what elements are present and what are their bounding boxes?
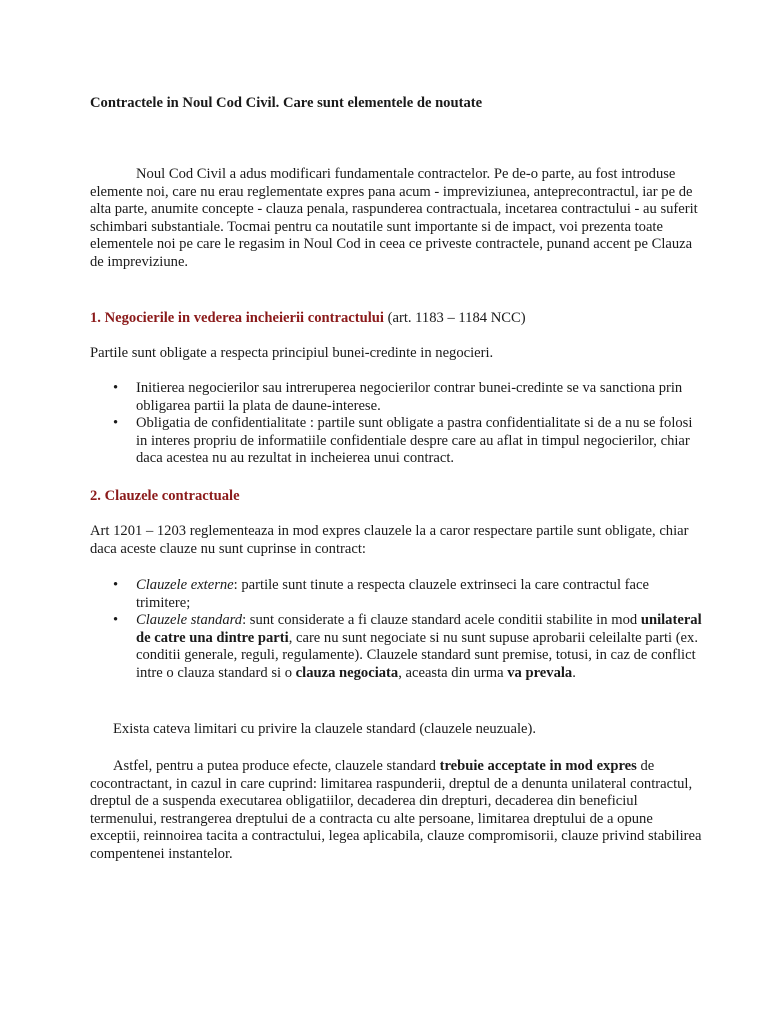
list-item xyxy=(90,415,706,468)
section2-paragraph: Art 1201 – 1203 reglementeaza in mod expres clauzele la a caror respectare partile sunt obligate, chiar daca aceste clauze nu sunt cuprinse in contract: xyxy=(90,523,689,557)
bullet-icon: • xyxy=(113,577,119,593)
list-item xyxy=(90,577,706,612)
document-title: Contractele in Noul Cod Civil. Care sunt elementele de noutate xyxy=(90,95,483,111)
section2-title: 2. Clauzele contractuale xyxy=(90,488,240,504)
paragraph-text: Astfel, pentru a putea produce efecte, clauzele standard xyxy=(113,758,440,774)
bullet-text: : partile sunt tinute a respecta clauzele extrinseci la care contractul face trimitere; xyxy=(136,577,649,611)
bullet-text: Obligatia de confidentialitate : partile sunt obligate a pastra confidentialitate si de a nu se folosi in interes propriu de informatiile confidentiale despre care au aflat in timpul negocierilor, chiar daca acestea nu au rezultat in incheierea unui contract. xyxy=(136,415,693,467)
bullet-text: : sunt considerate a fi clauze standard acele conditii stabilite in mod xyxy=(242,612,641,629)
bullet-bold-text: unilateral de catre una dintre parti xyxy=(136,612,702,646)
list-item xyxy=(90,612,706,682)
section1-title: 1. Negocierile in vederea incheierii contractului xyxy=(90,310,384,326)
paragraph-bold-text: trebuie acceptate in mod expres xyxy=(439,758,637,774)
bullet-text: Initierea negocierilor sau intreruperea negocierilor contrar bunei-credinte se va sanctiona prin obligarea partii la plata de daune-interese. xyxy=(136,380,683,414)
bullet-text: , care nu sunt negociate si nu sunt supuse aprobarii celeilalte parti (ex. conditii generale, reguli, regulamente). Clauzele standard sunt premise, totusi, in caz de conflict intre o clauza standard si o xyxy=(136,629,698,681)
section1-paragraph: Partile sunt obligate a respecta principiul bunei-credinte in negocieri. xyxy=(90,345,494,361)
section1-heading xyxy=(90,310,526,328)
section2-heading xyxy=(90,488,240,506)
bullet-term: Clauzele standard xyxy=(136,612,243,629)
bullet-term: Clauzele externe xyxy=(136,577,234,593)
bullet-icon: • xyxy=(113,612,119,629)
section2-bullet-list xyxy=(90,577,706,683)
bullet-icon: • xyxy=(113,380,119,396)
bullet-bold-text: clauza negociata xyxy=(295,664,399,681)
section2-paragraph-effects xyxy=(90,758,706,864)
list-item xyxy=(90,380,706,415)
bullet-icon: • xyxy=(113,415,119,432)
section1-article-ref: (art. 1183 – 1184 NCC) xyxy=(383,310,526,326)
intro-paragraph: Noul Cod Civil a adus modificari fundamentale contractelor. Pe de-o parte, au fost introduse elemente noi, care nu erau reglementate expres pana acum - impreviziunea, anteprecontractul, iar pe de alta parte, anumite concepte - clauza penala, raspunderea contractuala, incetarea contractului - au suferit schimbari substantiale. Tocmai pentru ca noutatile sunt importante si de impact, voi prezenta toate elementele noi pe care le regasim in Noul Cod in ceea ce priveste contractele, punand accent pe Clauza de impreviziune. xyxy=(90,166,698,270)
section1-bullet-list xyxy=(90,380,706,468)
paragraph-text: de cocontractant, in cazul in care cuprind: limitarea raspunderii, dreptul de a denunta unilateral contractul, dreptul de a suspenda executarea obligatiilor, decaderea din drepturi, decaderea din beneficiul termenului, restrangerea dreptului de a contracta cu alte persoane, limitarea dreptului de a opune exceptii, reinnoirea tacita a contractului, legea aplicabila, clauze compromisorii, clauze privind stabilirea compentenei instantelor. xyxy=(90,758,702,862)
bullet-bold-text: va prevala xyxy=(507,664,573,681)
bullet-text: . xyxy=(572,664,576,681)
bullet-text: , aceasta din urma xyxy=(398,664,508,681)
section2-paragraph-limitations: Exista cateva limitari cu privire la clauzele standard (clauzele neuzuale). xyxy=(113,721,536,737)
